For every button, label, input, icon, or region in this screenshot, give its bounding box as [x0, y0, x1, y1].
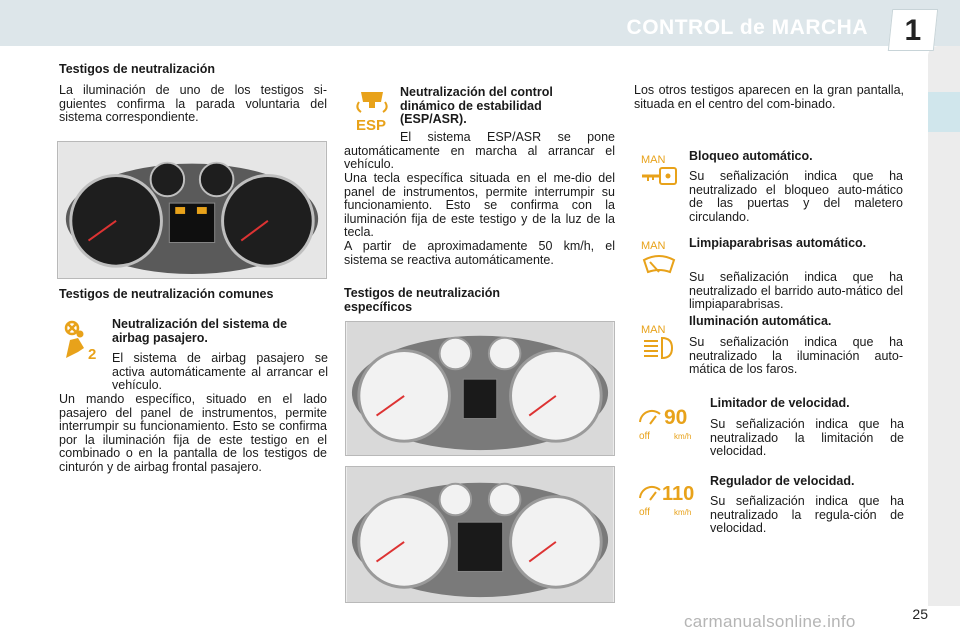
man-text-lights: MAN	[641, 324, 666, 336]
page-title: CONTROL de MARCHA	[626, 16, 868, 39]
auto-lighting-off-icon	[640, 322, 678, 362]
cruise-control-off-icon	[636, 478, 702, 518]
esp-p1: El sistema ESP/ASR se pone automáticamente en marcha al arrancar el vehículo.	[344, 130, 615, 171]
limiter-off-text: off	[639, 431, 650, 442]
man-text-wiper: MAN	[641, 240, 666, 252]
esp-title: Neutralización del control dinámico de estabilidad (ESP/ASR).	[400, 85, 553, 126]
airbag-off-icon	[60, 318, 104, 362]
intro-text: La iluminación de uno de los testigos si-guientes confirma la parada voluntaria del sistema correspondiente.	[59, 83, 327, 124]
man-text-lock: MAN	[641, 154, 666, 166]
svg-text:2: 2	[88, 346, 97, 362]
instrument-cluster-photo	[57, 141, 327, 279]
wiper-body: Su señalización indica que ha neutralizado el barrido auto-mático del limpiaparabrisas.	[689, 270, 903, 311]
heading-common-indicators: Testigos de neutralización comunes	[59, 287, 274, 301]
airbag-body: El sistema de airbag pasajero se activa automáticamente al arrancar el vehículo.	[112, 351, 328, 392]
lights-body: Su señalización indica que ha neutralizado la iluminación auto-mática de los faros.	[689, 335, 903, 376]
lights-title: Iluminación automática.	[689, 314, 832, 328]
watermark: carmanualsonline.info	[684, 612, 856, 631]
auto-wiper-off-icon	[640, 238, 678, 278]
speed-limiter-off-icon	[636, 402, 702, 442]
speed-limiter-value: 90	[664, 406, 688, 429]
page-number: 25	[912, 606, 928, 622]
cruise-body: Su señalización indica que ha neutralizado la regula-ción de velocidad.	[710, 494, 904, 535]
esp-off-icon	[353, 88, 391, 134]
side-tab	[928, 92, 960, 132]
cluster-photo-upper	[345, 321, 615, 456]
cruise-speed-value: 110	[662, 483, 695, 505]
chapter-badge	[888, 9, 938, 51]
limiter-kmh-text: km/h	[674, 432, 692, 441]
airbag-title: Neutralización del sistema de airbag pasajero.	[112, 317, 288, 345]
col3-intro: Los otros testigos aparecen en la gran pantalla, situada en el centro del com-binado.	[634, 83, 904, 111]
limiter-body: Su señalización indica que ha neutralizado la limitación de velocidad.	[710, 417, 904, 458]
esp-p2: Una tecla específica situada en el me-dio del panel de instrumentos, permite interrumpir su funcionamiento. Esto se confirma con la iluminación fija de este testigo y de la luz de la tecla.	[344, 171, 615, 239]
lock-body: Su señalización indica que ha neutralizado el bloqueo auto-mático de las puertas y del maletero circulando.	[689, 169, 903, 224]
esp-icon-text: ESP	[356, 117, 387, 134]
limiter-title: Limitador de velocidad.	[710, 396, 850, 410]
cluster-photo-lower	[345, 466, 615, 603]
wiper-title: Limpiaparabrisas automático.	[689, 236, 867, 250]
cruise-title: Regulador de velocidad.	[710, 474, 855, 488]
chapter-number: 1	[904, 14, 922, 47]
cruise-off-text: off	[639, 507, 650, 518]
esp-p3: A partir de aproximadamente 50 km/h, el sistema se reactiva automáticamente.	[344, 239, 615, 267]
auto-lock-off-icon	[640, 152, 678, 188]
airbag-note: Un mando específico, situado en el lado pasajero del panel de instrumentos, permite interrumpir su funcionamiento. Esto se confirma por la iluminación fija de este testigo en el combinado o en la pantalla de los testigos de cinturón y de airbag frontal pasajero.	[59, 392, 327, 474]
heading-neutralization: Testigos de neutralización	[59, 62, 216, 76]
heading-specific-indicators: Testigos de neutralización específicos	[344, 286, 501, 314]
lock-title: Bloqueo automático.	[689, 149, 813, 163]
cruise-kmh-text: km/h	[674, 508, 692, 517]
